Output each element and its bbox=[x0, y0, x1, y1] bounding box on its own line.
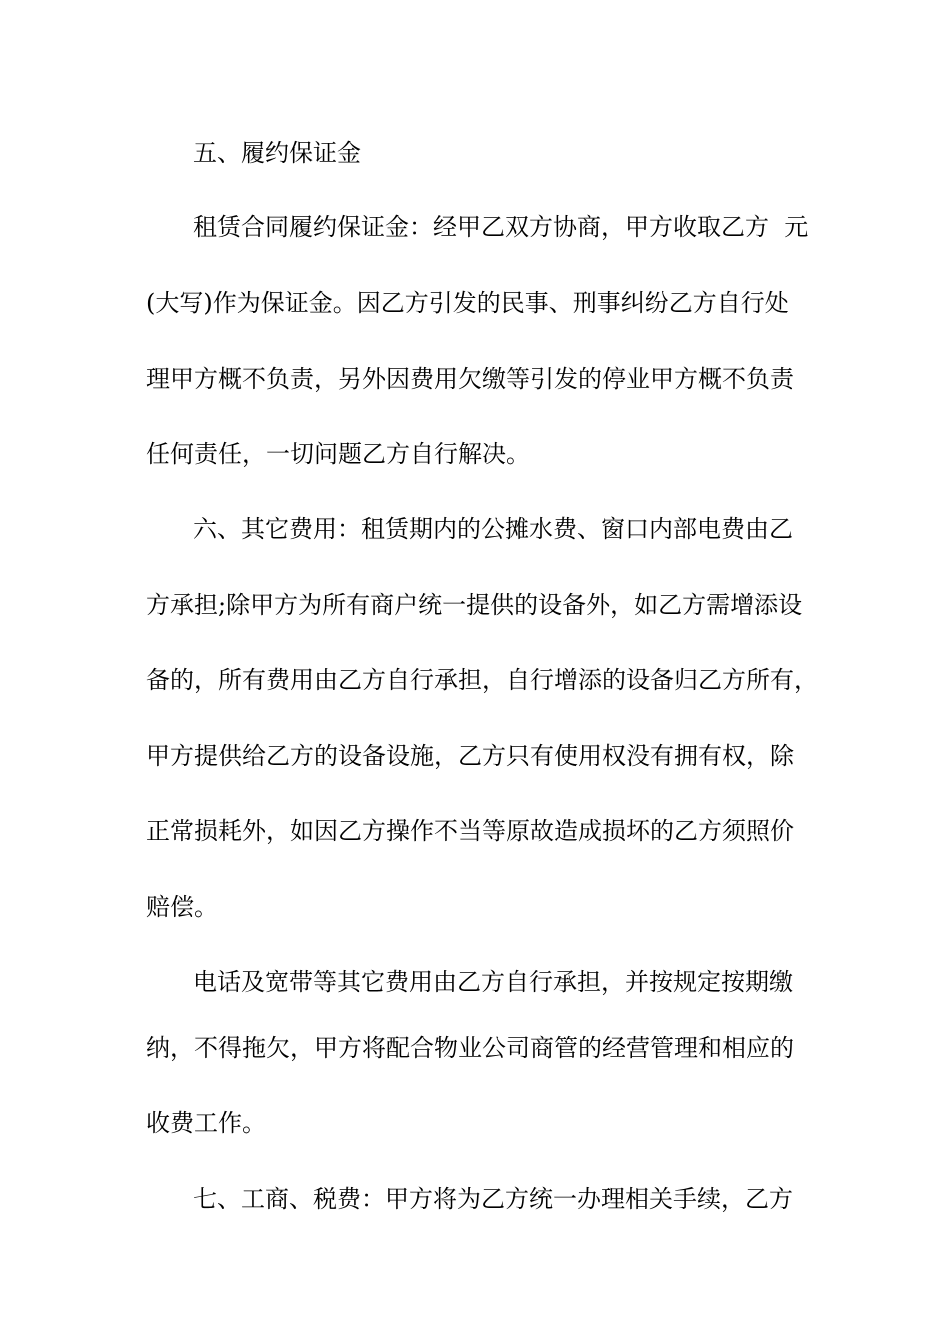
paragraph-line: 赔偿。 bbox=[146, 893, 218, 921]
paragraph-line: 纳，不得拖欠，甲方将配合物业公司商管的经营管理和相应的 bbox=[146, 1034, 794, 1062]
paragraph-line: 电话及宽带等其它费用由乙方自行承担，并按规定按期缴 bbox=[193, 968, 793, 996]
section-heading-7: 七、工商、税费：甲方将为乙方统一办理相关手续，乙方 bbox=[193, 1185, 793, 1213]
paragraph-line: (大写)作为保证金。因乙方引发的民事、刑事纠纷乙方自行处 bbox=[146, 289, 789, 317]
paragraph-line: 方承担;除甲方为所有商户统一提供的设备外，如乙方需增添设 bbox=[146, 591, 803, 619]
paragraph-line: 甲方提供给乙方的设备设施，乙方只有使用权没有拥有权，除 bbox=[146, 742, 794, 770]
paragraph-line: 正常损耗外，如因乙方操作不当等原故造成损坏的乙方须照价 bbox=[146, 817, 794, 845]
paragraph-line: 租赁合同履约保证金：经甲乙双方协商，甲方收取乙方 元 bbox=[193, 213, 809, 241]
paragraph-line: 任何责任，一切问题乙方自行解决。 bbox=[146, 440, 530, 468]
paragraph-line: 理甲方概不负责，另外因费用欠缴等引发的停业甲方概不负责 bbox=[146, 365, 794, 393]
section-heading-5: 五、履约保证金 bbox=[193, 139, 361, 167]
section-heading-6: 六、其它费用：租赁期内的公摊水费、窗口内部电费由乙 bbox=[193, 515, 793, 543]
paragraph-line: 备的，所有费用由乙方自行承担，自行增添的设备归乙方所有， bbox=[146, 666, 818, 694]
paragraph-line: 收费工作。 bbox=[146, 1109, 266, 1137]
